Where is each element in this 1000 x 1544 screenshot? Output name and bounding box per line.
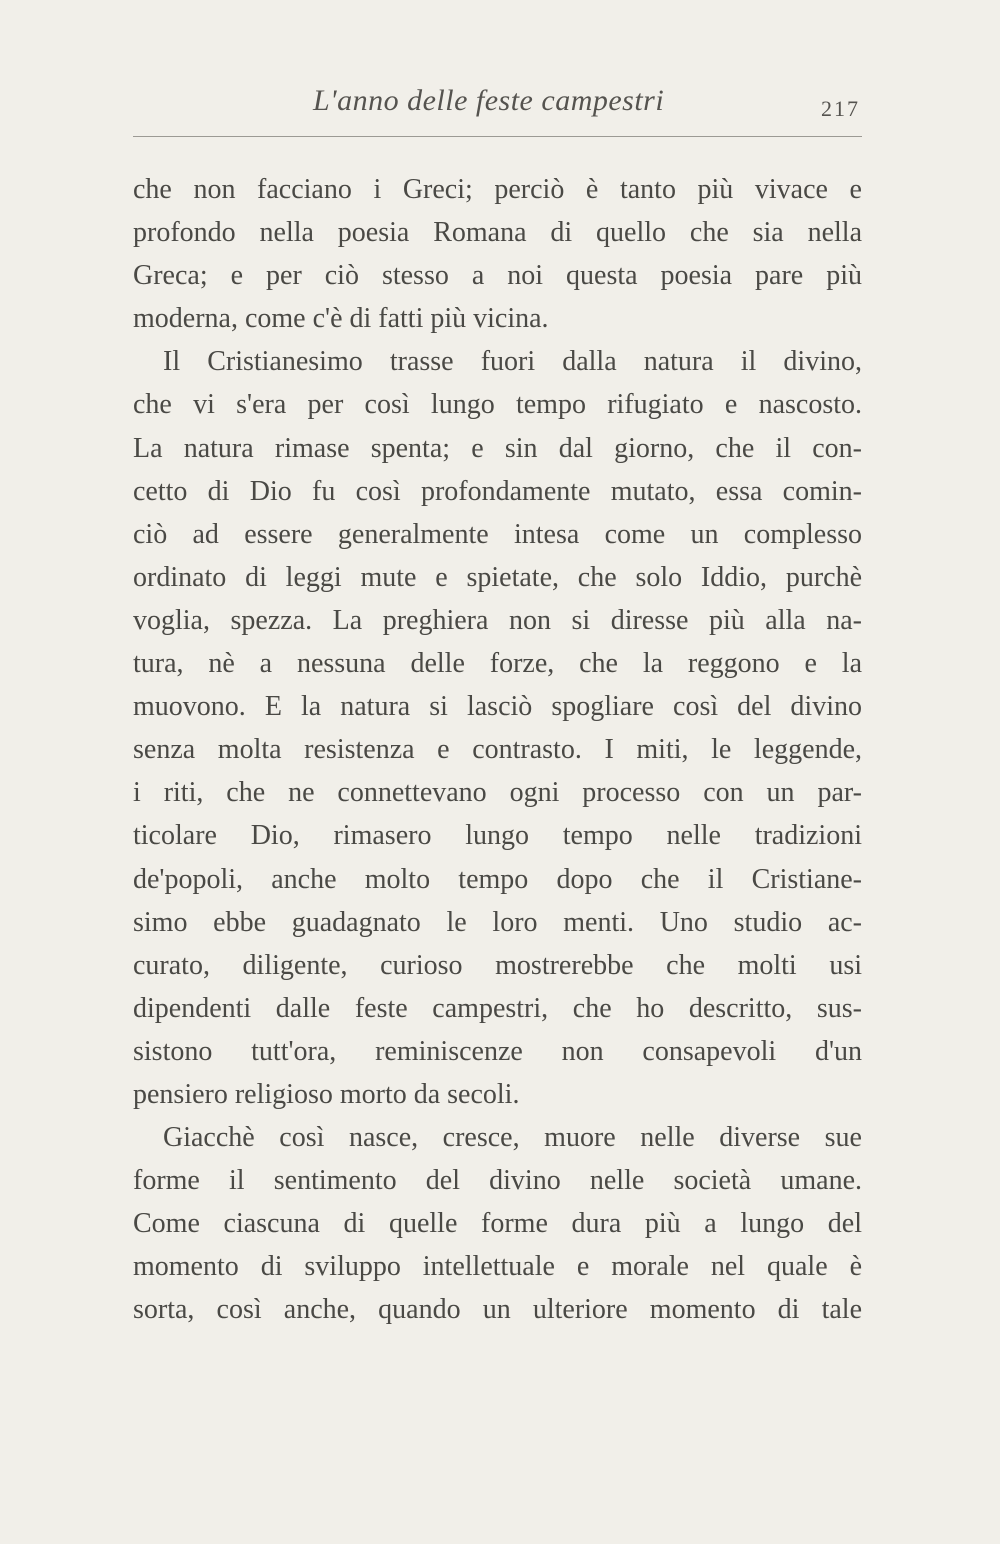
- running-head: [133, 84, 862, 124]
- text-line: ordinato di leggi mute e spietate, che solo Iddio, purchè: [133, 561, 862, 593]
- text-line: sorta, così anche, quando un ulteriore momento di tale: [133, 1294, 862, 1326]
- text-line: ciò ad essere generalmente intesa come un complesso: [133, 518, 862, 550]
- text-line: Come ciascuna di quelle forme dura più a lungo del: [133, 1208, 862, 1240]
- text-line: forme il sentimento del divino nelle società umane.: [133, 1165, 862, 1197]
- text-line: simo ebbe guadagnato le loro menti. Uno studio ac-: [133, 906, 862, 938]
- header-rule: [133, 136, 862, 137]
- text-line: senza molta resistenza e contrasto. I miti, le leggende,: [133, 734, 862, 766]
- text-line: curato, diligente, curioso mostrerebbe che molti usi: [133, 949, 862, 981]
- body-text: [133, 168, 862, 1332]
- text-line: moderna, come c'è di fatti più vicina.: [133, 303, 549, 335]
- text-line: pensiero religioso morto da secoli.: [133, 1078, 520, 1110]
- text-line: ticolare Dio, rimasero lungo tempo nelle tradizioni: [133, 820, 862, 852]
- page-number: 217: [821, 96, 860, 121]
- text-line: sistono tutt'ora, reminiscenze non consapevoli d'un: [133, 1035, 862, 1067]
- text-line: muovono. E la natura si lasciò spogliare così del divino: [133, 691, 862, 723]
- text-line: che vi s'era per così lungo tempo rifugiato e nascosto.: [133, 389, 862, 421]
- text-line: dipendenti dalle feste campestri, che ho descritto, sus-: [133, 992, 862, 1024]
- text-line: cetto di Dio fu così profondamente mutato, essa comin-: [133, 475, 862, 507]
- text-line: Greca; e per ciò stesso a noi questa poesia pare più: [133, 260, 862, 292]
- paragraph-first-line: Giacchè così nasce, cresce, muore nelle diverse sue: [163, 1122, 862, 1154]
- text-line: de'popoli, anche molto tempo dopo che il Cristiane-: [133, 863, 862, 895]
- running-head-title: L'anno delle feste campestri: [313, 84, 665, 117]
- text-line: profondo nella poesia Romana di quello che sia nella: [133, 217, 862, 249]
- text-line: La natura rimase spenta; e sin dal giorno, che il con-: [133, 432, 862, 464]
- text-line: che non facciano i Greci; perciò è tanto più vivace e: [133, 174, 862, 205]
- paragraph-first-line: Il Cristianesimo trasse fuori dalla natura il divino,: [163, 346, 862, 378]
- text-line: voglia, spezza. La preghiera non si diresse più alla na-: [133, 604, 862, 636]
- text-line: tura, nè a nessuna delle forze, che la reggono e la: [133, 648, 862, 680]
- text-line: momento di sviluppo intellettuale e morale nel quale è: [133, 1251, 862, 1283]
- text-line: i riti, che ne connettevano ogni processo con un par-: [133, 777, 862, 809]
